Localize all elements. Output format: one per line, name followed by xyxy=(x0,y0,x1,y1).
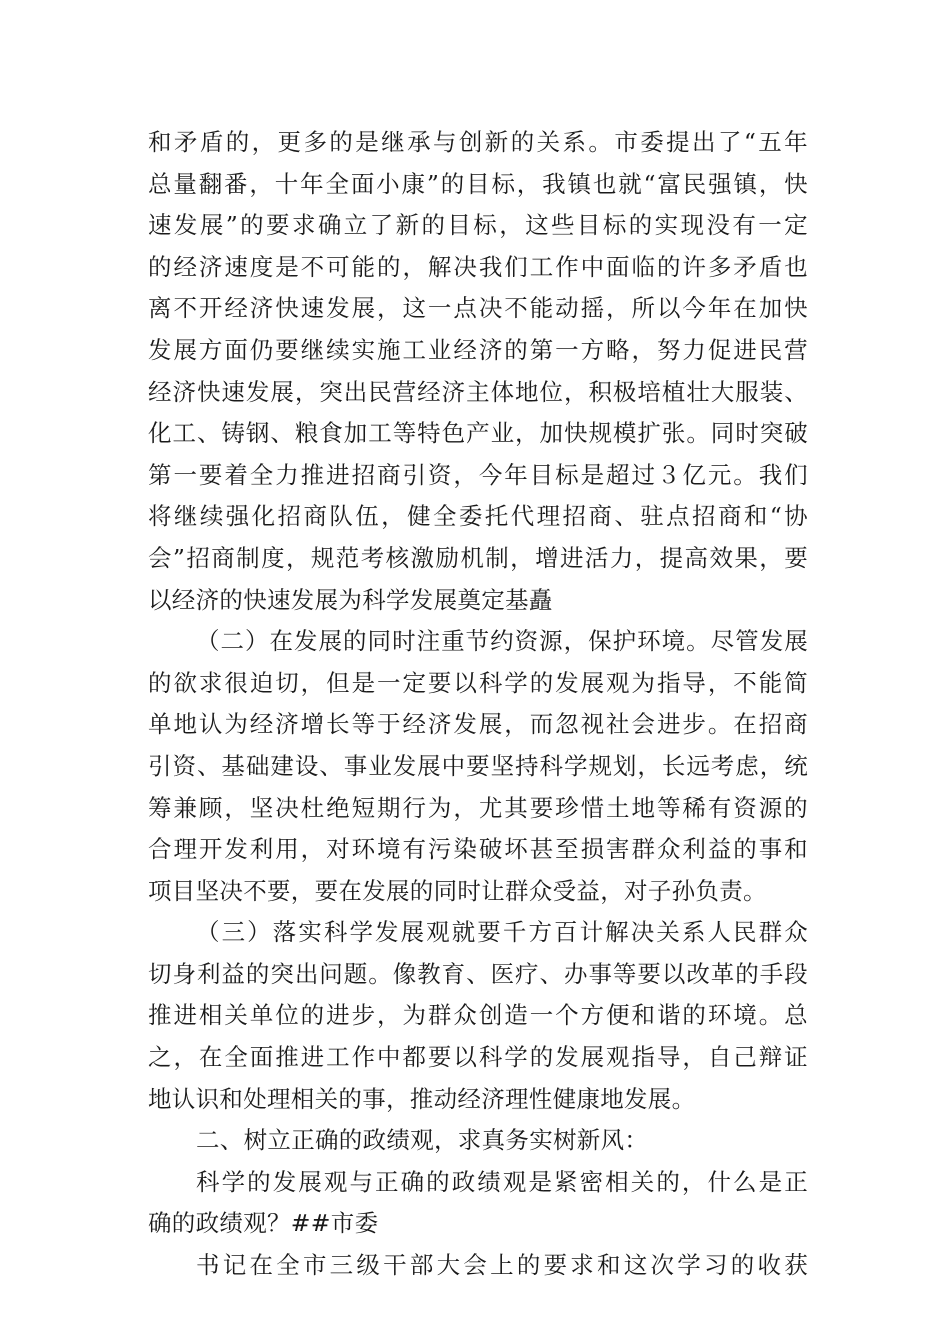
text-line: 切身利益的突出问题。像教育、医疗、办事等要以改革的手段 xyxy=(148,959,808,988)
text-line: 的经济速度是不可能的，解决我们工作中面临的许多矛盾也 xyxy=(148,252,808,281)
text-line: 以经济的快速发展为科学发展奠定基矗 xyxy=(148,585,553,614)
text-line: 和矛盾的，更多的是继承与创新的关系。市委提出了“五年 xyxy=(148,128,808,156)
text-line: 科学的发展观与正确的政绩观是紧密相关的，什么是正 xyxy=(196,1167,808,1196)
document-body xyxy=(148,122,808,1287)
text-line: 总量翻番，十年全面小康”的目标，我镇也就“富民强镇，快 xyxy=(148,169,808,198)
text-line: 合理开发利用，对环境有污染破坏甚至损害群众利益的事和 xyxy=(148,835,808,864)
text-line: 速发展”的要求确立了新的目标，这些目标的实现没有一定 xyxy=(148,211,808,240)
text-line: 之，在全面推进工作中都要以科学的发展观指导，自己辩证 xyxy=(148,1043,808,1072)
text-line: 项目坚决不要，要在发展的同时让群众受益，对子孙负责。 xyxy=(148,876,767,905)
text-line: 书记在全市三级干部大会上的要求和这次学习的收获 xyxy=(196,1251,808,1280)
text-line: 离不开经济快速发展，这一点决不能动摇，所以今年在加快 xyxy=(148,294,808,323)
text-line: 发展方面仍要继续实施工业经济的第一方略，努力促进民营 xyxy=(148,335,808,364)
text-line: 将继续强化招商队伍，健全委托代理招商、驻点招商和“协 xyxy=(148,502,808,531)
text-line: 第一要着全力推进招商引资，今年目标是超过３亿元。我们 xyxy=(148,460,808,489)
text-line: 会”招商制度，规范考核激励机制，增进活力，提高效果，要 xyxy=(148,543,808,572)
section-heading: 二、树立正确的政绩观，求真务实树新风： xyxy=(196,1126,649,1155)
text-line: 经济快速发展，突出民营经济主体地位，积极培植壮大服装、 xyxy=(148,377,808,406)
text-line: 化工、铸钢、粮食加工等特色产业，加快规模扩张。同时突破 xyxy=(148,419,808,448)
text-line: （二）在发展的同时注重节约资源，保护环境。尽管发展 xyxy=(196,627,808,656)
text-line: 推进相关单位的进步，为群众创造一个方便和谐的环境。总 xyxy=(148,1001,808,1030)
text-line: 筹兼顾，坚决杜绝短期行为，尤其要珍惜土地等稀有资源的 xyxy=(148,793,808,822)
text-line: 确的政绩观？##市委 xyxy=(148,1209,379,1238)
text-line: 引资、基础建设、事业发展中要坚持科学规划，长远考虑，统 xyxy=(148,751,808,780)
text-line: 地认识和处理相关的事，推动经济理性健康地发展。 xyxy=(148,1084,696,1113)
text-line: 的欲求很迫切，但是一定要以科学的发展观为指导，不能简 xyxy=(148,668,808,697)
text-line: （三）落实科学发展观就要千方百计解决关系人民群众 xyxy=(196,918,808,947)
text-line: 单地认为经济增长等于经济发展，而忽视社会进步。在招商 xyxy=(148,710,808,739)
